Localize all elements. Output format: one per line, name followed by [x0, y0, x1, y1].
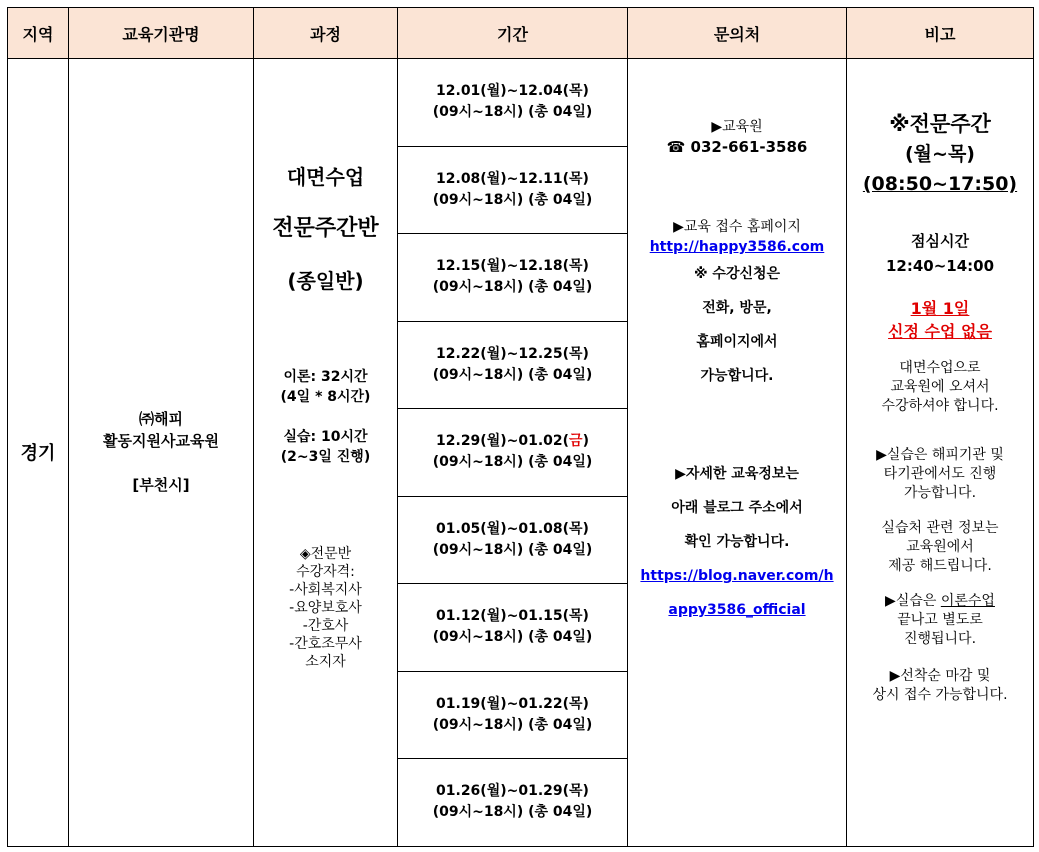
period-range: 12.08(월)~12.11(목)	[436, 170, 589, 187]
first-come-note-2: 상시 접수 가능합니다.	[872, 687, 1008, 703]
course-cell	[254, 59, 398, 847]
qualification-label: 수강자격:	[296, 564, 355, 580]
header-period: 기간	[398, 8, 628, 59]
course-name: 전문주간반	[272, 216, 379, 241]
period-range: 12.22(월)~12.25(목)	[436, 345, 589, 362]
lunch-time: 12:40~14:00	[885, 257, 995, 275]
period-cell	[398, 234, 628, 322]
blog-link-part-1[interactable]: https://blog.naver.com/h	[640, 568, 834, 584]
course-schedule-table	[7, 7, 1034, 847]
blog-note-1: ▶자세한 교육정보는	[675, 466, 799, 482]
table-row	[8, 59, 1034, 147]
course-theory-hours: 이론: 32시간	[283, 369, 368, 385]
qualification-item: -요양보호사	[289, 600, 362, 616]
period-range: 01.19(월)~01.22(목)	[436, 695, 589, 712]
qualification-title: ◈전문반	[299, 546, 352, 562]
info-note-2: 교육원에서	[906, 539, 974, 555]
header-row	[8, 8, 1034, 59]
visit-note-3: 수강하셔야 합니다.	[881, 398, 999, 414]
header-institution: 교육기관명	[69, 8, 254, 59]
period-time: (09시~18시) (총 04일)	[432, 629, 593, 646]
schedule-hours: (08:50~17:50)	[862, 173, 1018, 195]
period-cell	[398, 584, 628, 672]
period-cell	[398, 496, 628, 584]
info-note-3: 제공 해드립니다.	[888, 558, 992, 574]
visit-note-2: 교육원에 오셔서	[890, 379, 990, 395]
period-range: 01.12(월)~01.15(목)	[436, 608, 589, 625]
period-cell	[398, 671, 628, 759]
phone-number: ☎ 032-661-3586	[666, 138, 808, 156]
holiday-date: 1월 1일	[910, 299, 970, 318]
qualification-item: -간호조무사	[289, 636, 362, 652]
period-time: (09시~18시) (총 04일)	[432, 191, 593, 208]
apply-note-3: 홈페이지에서	[696, 334, 778, 350]
apply-note-2: 전화, 방문,	[702, 300, 772, 316]
period-cell	[398, 321, 628, 409]
schedule-title: ※전문주간	[889, 112, 991, 136]
info-note-1: 실습처 관련 정보는	[881, 520, 999, 536]
homepage-label: ▶교육 접수 홈페이지	[673, 219, 801, 235]
course-mode: 대면수업	[286, 165, 365, 189]
period-range: 01.05(월)~01.08(목)	[436, 520, 589, 537]
period-range: 12.15(월)~12.18(목)	[436, 258, 589, 275]
period-time: (09시~18시) (총 04일)	[432, 366, 593, 383]
institution-name-1: ㈜해피	[139, 410, 183, 429]
apply-note-1: ※ 수강신청은	[693, 266, 781, 282]
lunch-label: 점심시간	[911, 232, 969, 250]
period-range: 12.29(월)~01.02(금)	[436, 433, 589, 450]
apply-note-4: 가능합니다.	[700, 368, 774, 384]
institution-name-2: 활동지원사교육원	[103, 432, 219, 451]
course-theory-detail: (4일 * 8시간)	[280, 389, 371, 405]
course-practice-hours: 실습: 10시간	[283, 429, 368, 445]
period-cell	[398, 59, 628, 147]
homepage-link[interactable]: http://happy3586.com	[649, 239, 825, 255]
blog-link-part-2[interactable]: appy3586_official	[668, 602, 806, 618]
practice-note-3: 가능합니다.	[903, 485, 977, 501]
period-time: (09시~18시) (총 04일)	[432, 804, 593, 821]
practice-note-2: 타기관에서도 진행	[883, 466, 997, 482]
qualification-item: 소지자	[305, 654, 346, 670]
region-cell: 경기	[8, 59, 69, 847]
office-label: ▶교육원	[711, 119, 763, 135]
remarks-cell	[847, 59, 1034, 847]
period-time: (09시~18시) (총 04일)	[432, 716, 593, 733]
blog-note-3: 확인 가능합니다.	[684, 534, 790, 550]
period-time: (09시~18시) (총 04일)	[432, 454, 593, 471]
contact-cell	[628, 59, 847, 847]
period-time: (09시~18시) (총 04일)	[432, 104, 593, 121]
header-region: 지역	[8, 8, 69, 59]
period-time: (09시~18시) (총 04일)	[432, 279, 593, 296]
period-range: 01.26(월)~01.29(목)	[436, 783, 589, 800]
after-note-2: 끝나고 별도로	[897, 612, 983, 628]
qualification-item: -사회복지사	[289, 582, 362, 598]
course-practice-detail: (2~3일 진행)	[280, 449, 371, 465]
period-cell	[398, 146, 628, 234]
holiday-note: 신정 수업 없음	[888, 322, 992, 341]
period-cell	[398, 409, 628, 497]
blog-note-2: 아래 블로그 주소에서	[671, 500, 803, 516]
period-cell	[398, 759, 628, 847]
header-course: 과정	[254, 8, 398, 59]
period-range: 12.01(월)~12.04(목)	[436, 83, 589, 100]
institution-cell	[69, 59, 254, 847]
after-note-3: 진행됩니다.	[903, 631, 977, 647]
first-come-note-1: ▶선착순 마감 및	[889, 668, 991, 684]
practice-note-1: ▶실습은 해피기관 및	[876, 447, 1004, 463]
header-contact: 문의처	[628, 8, 847, 59]
period-time: (09시~18시) (총 04일)	[432, 541, 593, 558]
course-type: (종일반)	[287, 269, 364, 293]
institution-city: [부천시]	[132, 476, 190, 495]
after-note-1: ▶실습은 이론수업	[885, 593, 995, 609]
header-remarks: 비고	[847, 8, 1034, 59]
schedule-days: (월~목)	[905, 143, 975, 165]
qualification-item: -간호사	[302, 618, 349, 634]
visit-note-1: 대면수업으로	[899, 360, 981, 376]
